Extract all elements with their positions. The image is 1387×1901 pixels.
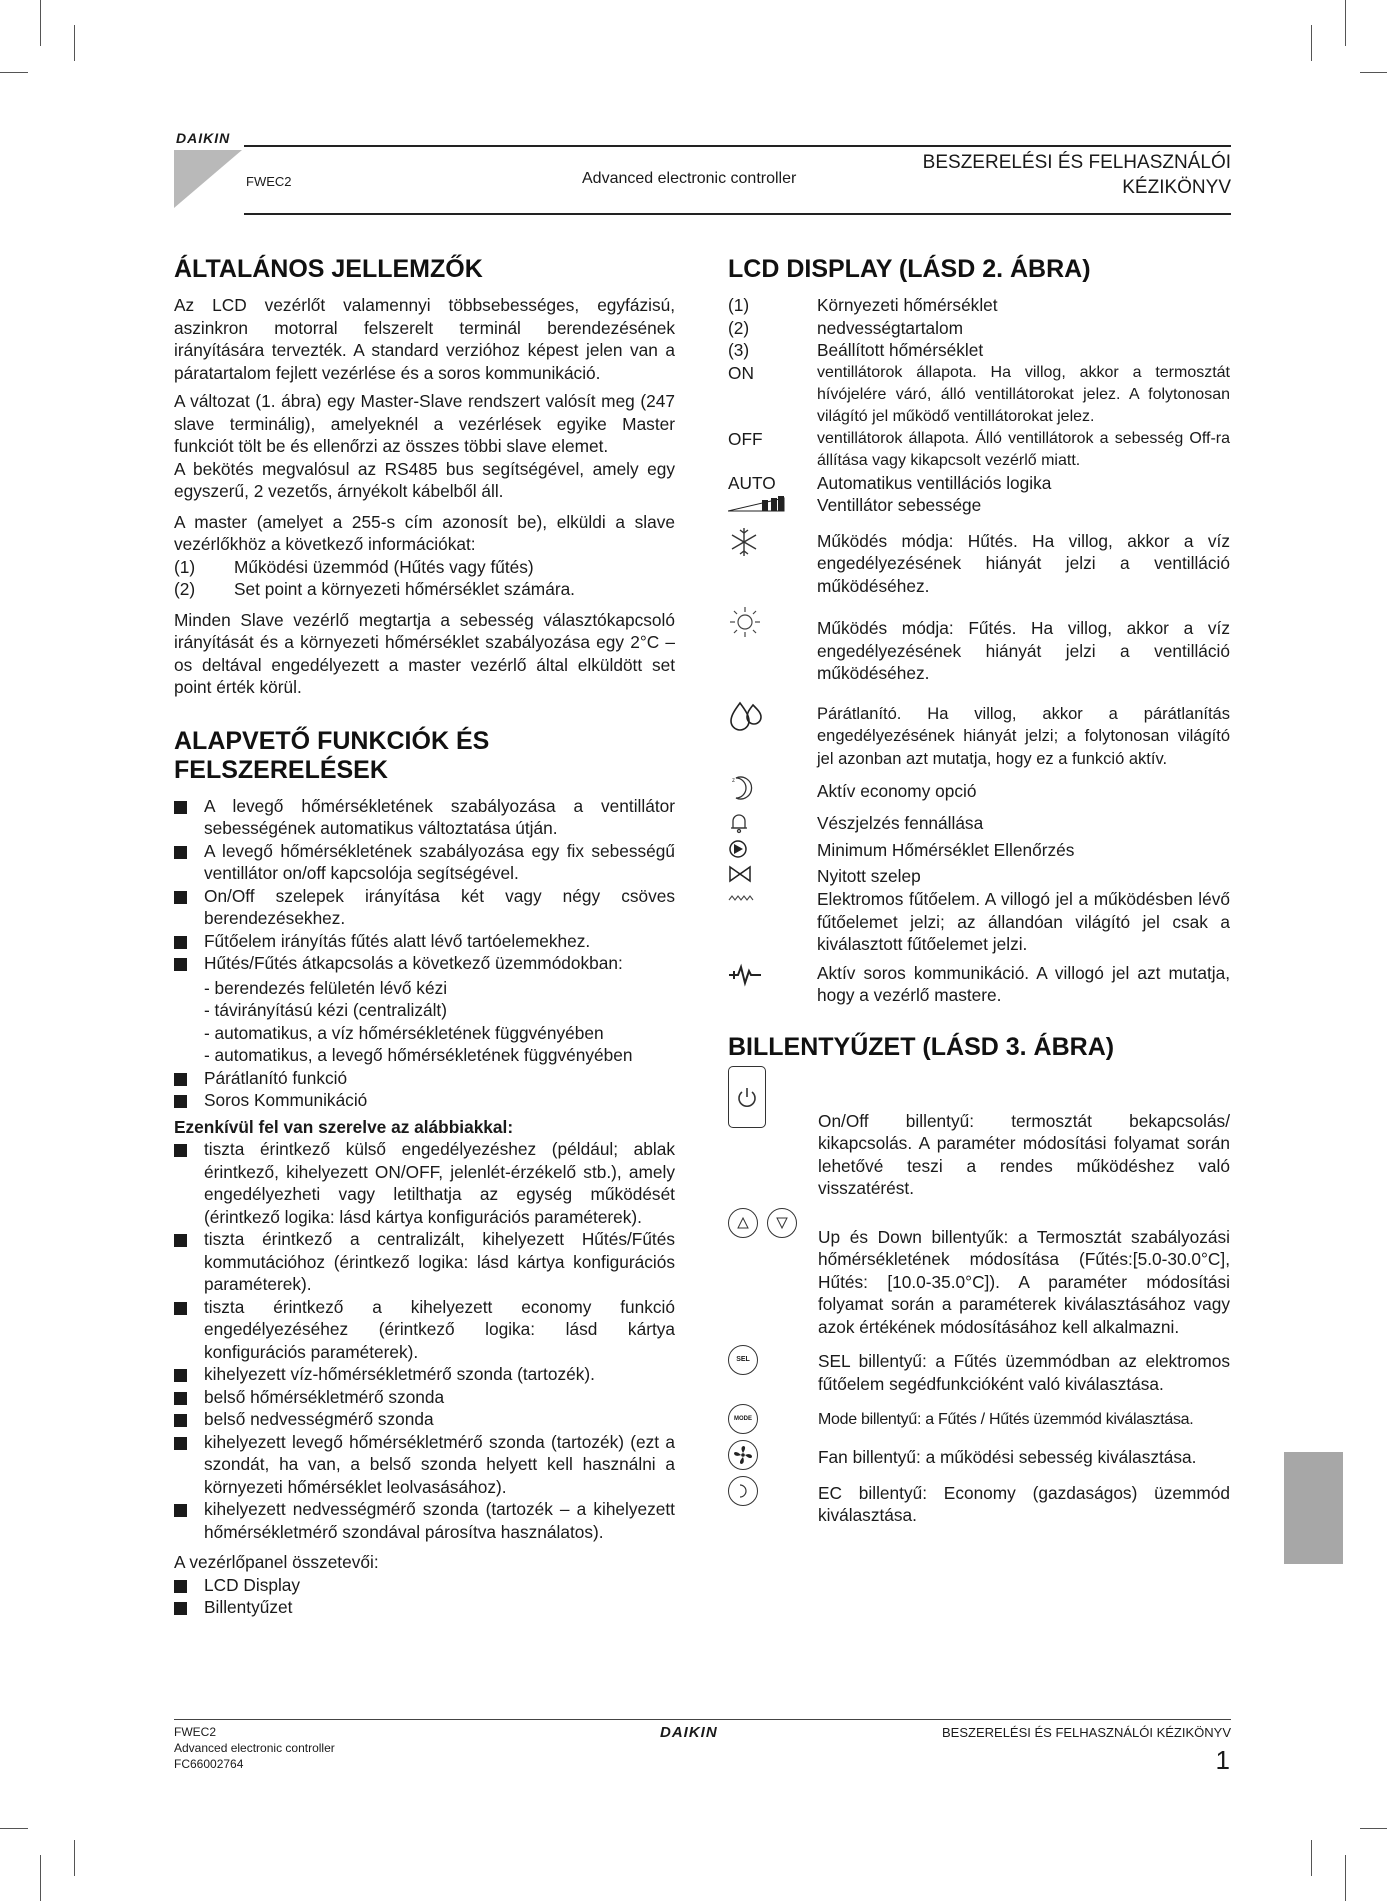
list-item: kihelyezett víz-hőmérsékletmérő szonda (tartozék). bbox=[174, 1363, 675, 1386]
crop-mark bbox=[74, 25, 75, 61]
sub-item: - berendezés felületén lévő kézi bbox=[204, 977, 448, 998]
key-row bbox=[728, 1403, 1230, 1434]
svg-text:z: z bbox=[732, 778, 735, 784]
right-column bbox=[728, 255, 1230, 1527]
panel-title: A vezérlőpanel összetevői: bbox=[174, 1552, 379, 1572]
bullet-list bbox=[174, 1574, 675, 1619]
paragraph: Minden Slave vezérlő megtartja a sebesség választókapcsoló irányítását és a környezeti hőmérséklet szabályozása egy 2°C –os deltával engedélyezett a master vezérlő által elküldött set point érték körül. bbox=[174, 609, 675, 697]
lcd-row bbox=[728, 839, 1230, 865]
item-number: (2) bbox=[174, 579, 196, 599]
onoff-key bbox=[728, 1066, 818, 1128]
dehumidifier-icon bbox=[728, 699, 817, 739]
list-item: A levegő hőmérsékletének szabályozása a ventillátor sebességének automatikus változtatása útján. bbox=[174, 795, 675, 840]
crop-mark bbox=[1345, 0, 1346, 46]
lcd-desc: Vészjelzés fennállása bbox=[817, 812, 984, 833]
footer-model: FWEC2 bbox=[174, 1725, 216, 1739]
header-title-line2: KÉZIKÖNYV bbox=[1122, 177, 1231, 198]
lcd-key: AUTO bbox=[728, 472, 776, 493]
item-text: Működési üzemmód (Hűtés vagy fűtés) bbox=[234, 556, 534, 577]
list-item: Soros Kommunikáció bbox=[174, 1089, 675, 1112]
crop-mark bbox=[40, 0, 41, 46]
mode-key bbox=[728, 1403, 818, 1434]
header-model-code: FWEC2 bbox=[246, 174, 292, 189]
paragraph: A master (amelyet a 255-s cím azonosít be), elküldi a slave vezérlőkhöz a következő információkat: bbox=[174, 511, 675, 554]
sel-key bbox=[728, 1344, 818, 1375]
numbered-item bbox=[174, 578, 675, 601]
heading-line: ALAPVETŐ FUNKCIÓK ÉS bbox=[174, 726, 490, 755]
lcd-row bbox=[728, 428, 1230, 472]
lcd-desc: Környezeti hőmérséklet bbox=[817, 295, 998, 315]
lcd-row bbox=[728, 317, 1230, 340]
list-item: LCD Display bbox=[174, 1574, 675, 1597]
crop-mark bbox=[1360, 1828, 1387, 1829]
lcd-row bbox=[728, 888, 1230, 956]
fan-icon bbox=[728, 1440, 758, 1470]
list-item: tiszta érintkező külső engedélyezéshez (például; ablak érintkező, kihelyezett ON/OFF, jelenlét-érzékelő stb.), amely engedélyezheti vagy letilthatja az egység működését (érintkező logika: lásd kártya konfigurációs paraméterek). bbox=[174, 1138, 675, 1228]
down-arrow-icon bbox=[767, 1208, 797, 1238]
sun-icon bbox=[728, 605, 817, 645]
snowflake-icon bbox=[728, 526, 817, 564]
alarm-bell-icon bbox=[728, 812, 817, 840]
lcd-desc: ventillátorok állapota. Álló ventillátorok a sebesség Off-ra állítása vagy kikapcsolt vezérlő miatt. bbox=[817, 429, 1230, 469]
up-arrow-icon bbox=[728, 1208, 758, 1238]
lcd-row bbox=[728, 472, 1230, 495]
key-row bbox=[728, 1066, 1230, 1200]
header-manual-title bbox=[923, 150, 1231, 200]
section-heading-keyboard: BILLENTYŰZET (LÁSD 3. ÁBRA) bbox=[728, 1032, 1115, 1061]
serial-comm-icon bbox=[728, 962, 817, 994]
key-desc: Fan billentyű: a működési sebesség kiválasztása. bbox=[818, 1447, 1197, 1468]
list-item: belső nedvességmérő szonda bbox=[174, 1408, 675, 1431]
lcd-desc: Automatikus ventillációs logika bbox=[817, 472, 1052, 493]
crop-mark bbox=[1311, 1840, 1312, 1876]
lcd-desc: nedvességtartalom bbox=[817, 317, 964, 338]
bullet-list bbox=[174, 1138, 675, 1543]
heater-icon bbox=[728, 888, 817, 911]
paragraph: Az LCD vezérlőt valamennyi többsebességes, egyfázisú, aszinkron motorral felszerelt terminál berendezésének irányítására tervezték. A standard verzióhoz képest jelen van a páratartalom fejlett vezérlése és a soros kommunikáció. bbox=[174, 295, 675, 383]
section-heading-lcd: LCD DISPLAY (LÁSD 2. ÁBRA) bbox=[728, 255, 1091, 283]
lcd-key: (1) bbox=[728, 295, 750, 315]
header-top-rule bbox=[244, 145, 1231, 147]
key-row bbox=[728, 1344, 1230, 1395]
extras-title: Ezenkívül fel van szerelve az alábbiakkal: bbox=[174, 1116, 514, 1137]
paragraph: A bekötés megvalósul az RS485 bus segítségével, amely egy egyszerű, 2 vezetős, árnyékolt kábelből áll. bbox=[174, 458, 675, 501]
crop-mark bbox=[0, 72, 28, 73]
lcd-desc: Aktív soros kommunikáció. A villogó jel azt mutatja, hogy a vezérlő mastere. bbox=[817, 962, 1230, 1005]
bullet-list bbox=[174, 1067, 675, 1112]
list-item: belső hőmérsékletmérő szonda bbox=[174, 1386, 675, 1409]
sub-item: - távirányítású kézi (centralizált) bbox=[204, 1000, 447, 1020]
item-text: Set point a környezeti hőmérséklet számára. bbox=[234, 579, 575, 599]
lcd-row bbox=[728, 962, 1230, 1007]
footer-manual-title: BESZERELÉSI ÉS FELHASZNÁLÓI KÉZIKÖNYV bbox=[942, 1725, 1231, 1740]
lcd-desc: Párátlanító. Ha villog, akkor a párátlanítás engedélyezésének hiányát jelzi; a folytonosan világító jel azonban azt mutatja, hogy ez a funkció aktív. bbox=[817, 704, 1230, 768]
fan-key bbox=[728, 1440, 818, 1472]
crop-mark bbox=[74, 1840, 75, 1876]
lcd-desc: Minimum Hőmérséklet Ellenőrzés bbox=[817, 840, 1075, 860]
footer-daikin-logo: DAIKIN bbox=[660, 1724, 718, 1741]
lcd-row bbox=[728, 865, 1230, 889]
footer-info bbox=[174, 1724, 335, 1772]
lcd-row bbox=[728, 605, 1230, 685]
lcd-key: ON bbox=[728, 362, 754, 383]
section-heading-general: ÁLTALÁNOS JELLEMZŐK bbox=[174, 255, 483, 283]
lcd-desc: Aktív economy opció bbox=[817, 781, 977, 801]
section-tab-marker bbox=[1284, 1452, 1343, 1564]
lcd-desc: Beállított hőmérséklet bbox=[817, 340, 984, 360]
lcd-desc: Nyitott szelep bbox=[817, 865, 921, 886]
list-item: tiszta érintkező a kihelyezett economy funkció engedélyezéséhez (érintkező logika: lásd kártya konfigurációs paraméterek). bbox=[174, 1296, 675, 1364]
footer-rule bbox=[174, 1719, 1231, 1720]
daikin-logo: DAIKIN bbox=[176, 130, 231, 146]
lcd-desc: Ventillátor sebessége bbox=[817, 495, 982, 515]
left-column bbox=[174, 255, 675, 1625]
logo-triangle bbox=[174, 150, 242, 208]
page-number: 1 bbox=[1215, 1745, 1230, 1775]
sel-button-drawing: SEL bbox=[728, 1345, 758, 1375]
list-item: A levegő hőmérsékletének szabályozása egy fix sebességű ventillátor on/off kapcsolója segítségével. bbox=[174, 840, 675, 885]
list-item: Fűtőelem irányítás fűtés alatt lévő tartóelemekhez. bbox=[174, 930, 675, 953]
fan-speed-icon bbox=[728, 494, 817, 518]
lcd-desc: ventillátorok állapota. Ha villog, akkor a termosztát hívójelére váró, álló ventillátorokat jelez. A folytonosan világító jel működő ventillátorokat jelez. bbox=[817, 363, 1230, 425]
lcd-row bbox=[728, 494, 1230, 518]
header-bottom-rule bbox=[244, 213, 1231, 215]
sub-item: - automatikus, a víz hőmérsékletének függvényében bbox=[204, 1022, 604, 1043]
key-desc: SEL billentyű: a Fűtés üzemmódban az elektromos fűtőelem segédfunkcióként való kiválasztása. bbox=[818, 1351, 1230, 1394]
lcd-row bbox=[728, 812, 1230, 840]
footer-product: Advanced electronic controller bbox=[174, 1741, 335, 1755]
valve-icon bbox=[728, 865, 817, 889]
heading-line: FELSZERELÉSEK bbox=[174, 755, 388, 784]
economy-moon-icon bbox=[728, 774, 817, 808]
key-row bbox=[728, 1476, 1230, 1527]
list-item: Párátlanító funkció bbox=[174, 1067, 675, 1090]
crop-mark bbox=[1360, 72, 1387, 73]
header-title-line1: BESZERELÉSI ÉS FELHASZNÁLÓI bbox=[922, 152, 1231, 173]
key-desc: On/Off billentyű: termosztát bekapcsolás/ kikapcsolás. A paraméter módosítási folyamat során lehetővé teszi a rendes működéshez való visszatérést. bbox=[818, 1110, 1230, 1198]
bullet-list bbox=[174, 795, 675, 975]
list-item: Billentyűzet bbox=[174, 1596, 675, 1619]
lcd-key: (3) bbox=[728, 340, 750, 360]
lcd-row bbox=[728, 294, 1230, 317]
mode-button-drawing: MODE bbox=[728, 1404, 758, 1434]
list-item: kihelyezett nedvességmérő szonda (tartozék – a kihelyezett hőmérsékletmérő szondával párosítva használatos). bbox=[174, 1498, 675, 1543]
lcd-row bbox=[728, 699, 1230, 771]
list-item: kihelyezett levegő hőmérsékletmérő szonda (tartozék) (ezt a szondát, ha van, a belső szonda helyett kell használni a környezeti hőmérséklet leolvasásához). bbox=[174, 1431, 675, 1499]
lcd-row bbox=[728, 526, 1230, 598]
onoff-button-drawing bbox=[728, 1066, 766, 1128]
crop-mark bbox=[1345, 1855, 1346, 1901]
numbered-item bbox=[174, 556, 675, 579]
min-temp-icon bbox=[728, 839, 817, 865]
ec-key bbox=[728, 1476, 818, 1506]
lcd-row bbox=[728, 774, 1230, 808]
lcd-row bbox=[728, 362, 1230, 428]
lcd-desc: Működés módja: Hűtés. Ha villog, akkor a víz engedélyezésének hiányát jelzi a ventilláció működéséhez. bbox=[817, 530, 1230, 596]
crop-mark bbox=[1311, 25, 1312, 61]
section-heading-functions bbox=[174, 727, 675, 785]
sub-item: - automatikus, a levegő hőmérsékletének függvényében bbox=[204, 1045, 633, 1065]
paragraph: A változat (1. ábra) egy Master-Slave rendszert valósít meg (247 slave terminálig), amelyeknél a vezérlések egyike Master funkciót tölt be és ellenőrzi az összes többi slave elemet. bbox=[174, 391, 675, 456]
header-subtitle: Advanced electronic controller bbox=[582, 170, 797, 187]
lcd-desc: Elektromos fűtőelem. A villogó jel a működésben lévő fűtőelemet jelzi; az állandóan világító jel csak a kiválasztott fűtőelemet jelzi. bbox=[817, 889, 1230, 954]
item-number: (1) bbox=[174, 556, 196, 577]
footer-doc-code: FC66002764 bbox=[174, 1757, 244, 1771]
key-desc: Up és Down billentyűk: a Termosztát szabályozási hőmérsékletének módosítása (Fűtés:[5.0-30.0°C], Hűtés: [10.0-35.0°C]). A paraméter módosítási folyamat során a paraméterek kiválasztásához vagy azok értékének módosításához kell alkalmazni. bbox=[818, 1226, 1230, 1337]
list-item: Hűtés/Fűtés átkapcsolás a következő üzemmódokban: bbox=[174, 952, 675, 975]
economy-button-icon bbox=[728, 1476, 758, 1506]
key-row bbox=[728, 1440, 1230, 1472]
lcd-key: (2) bbox=[728, 317, 750, 338]
lcd-desc: Működés módja: Fűtés. Ha villog, akkor a víz engedélyezésének hiányát jelzi a ventilláció működéséhez. bbox=[817, 618, 1230, 683]
key-desc: EC billentyű: Economy (gazdaságos) üzemmód kiválasztása. bbox=[818, 1482, 1230, 1526]
crop-mark bbox=[0, 1828, 28, 1829]
key-desc: Mode billentyű: a Fűtés / Hűtés üzemmód kiválasztása. bbox=[818, 1411, 1194, 1428]
list-item: tiszta érintkező a centralizált, kihelyezett Hűtés/Fűtés kommutációhoz (érintkező logika: lásd kártya konfigurációs paraméterek). bbox=[174, 1228, 675, 1296]
lcd-row bbox=[728, 339, 1230, 362]
up-down-keys bbox=[728, 1208, 818, 1238]
crop-mark bbox=[40, 1855, 41, 1901]
list-item: On/Off szelepek irányítása két vagy négy csöves berendezésekhez. bbox=[174, 885, 675, 930]
lcd-key: OFF bbox=[728, 428, 763, 449]
key-row bbox=[728, 1208, 1230, 1339]
